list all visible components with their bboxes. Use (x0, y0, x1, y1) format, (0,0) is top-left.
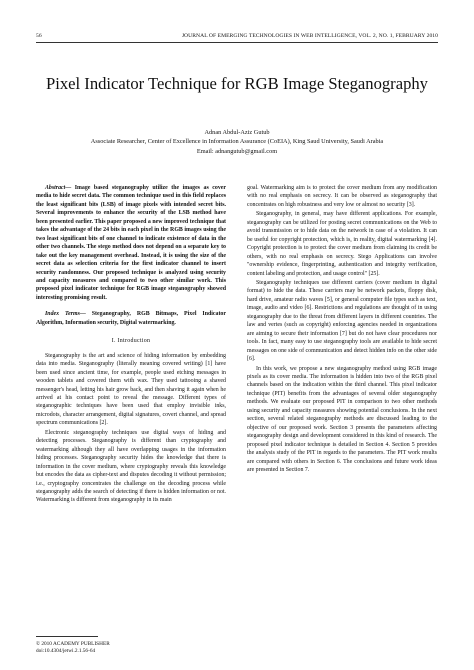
index-terms (36, 310, 226, 327)
author-affiliation: Associate Researcher, Center of Excellence in Information Assurance (CoEIA), King Saud University, Saudi Arabia (90, 138, 384, 146)
author-email: Email: adnangutub@gmail.com (196, 147, 278, 155)
header-rule (36, 42, 438, 43)
paragraph: goal. Watermarking aim is to protect the cover medium from any modification with no real emphasis on secrecy. It can be observed as steganography that concentrates on high robustness and very low or almost no security [3]. (247, 185, 437, 208)
paragraph: Steganography techniques use different carriers (cover medium in digital format) to hide the data. These carriers may be network packets, floppy disk, hard drive, amateur radio waves [5], or general computer file types such as text, image, audio and video [6]. Restrictions and regulations are thought of in using steganography due to the threat from different layers in different countries. The law and vertes (such as copyright) enforcing agencies needed in organizations are aiming to secure their information [7] but do not have clear procedures nor tools. In fact, many easy to use steganography tools are available to hide secret messages on one side of communication and detect hidden info on the other side [6]. (247, 279, 437, 363)
footer-rule (36, 636, 98, 637)
copyright-notice: © 2010 ACADEMY PUBLISHER (36, 641, 110, 647)
section-heading: I. Introduction (111, 338, 151, 345)
journal-name: JOURNAL OF EMERGING TECHNOLOGIES IN WEB INTELLIGENCE, VOL. 2, NO. 1, FEBRUARY 2010 (181, 33, 438, 39)
abstract (36, 184, 226, 302)
left-column (36, 184, 226, 506)
abstract-text: — Image based steganography utilize the images as cover media to hide secret data. The common technique used in this field replaces the least significant bits (LSB) of image pixels with intended secret bits. Several improvements to enhance the security of the LSB method have been presented earlier. This paper proposed a new improved technique that takes the advantage of the 24 bits in each pixel in the RGB images using the two least significant bits of one channel to indicate existence of data in the other two channels. The stego method does not depend on a separate key to take out the key management overhead. Instead, it is using the size of the secret data as selection criteria for the first indicator channel to insert security randomness. Our proposed technique is analyzed using security and capacity measures and compared to two other similar work. This proposed pixel indicator technique for RGB image steganography showed interesting promising result. (36, 185, 226, 301)
paragraph: Steganography is the art and science of hiding information by embedding data into media. Steganography (literally meaning covered writing) [1] have been used since ancient time, for example, people used etching messages in wooden tablets and covered them with wax. They used tattooing a shaved messenger's head, letting his hair grow back, and then shaving it again when he arrived at his contact point to reveal the message. Different types of steganographic techniques have been used that employ invisible inks, microdots, character arrangement, digital signatures, covert channel, and spread spectrum communications [2]. (36, 352, 226, 427)
index-terms-text: — Steganography, RGB Bitmaps, Pixel Indicator Algorithm, Information security, Digital watermarking. (36, 311, 226, 326)
index-terms-label: Index Terms (45, 311, 80, 318)
paragraph: Electronic steganography techniques use digital ways of hiding and detecting processes. Steganography is different than cryptography and watermarking although they all have overlapping usages in the information hiding processes. Steganography security hides the knowledge that there is information in the cover medium, where cryptography reveals this knowledge but encodes the data as cipher-text and disputes decoding it without permission; i.e., cryptography concentrates the challenge on the decoding process while steganography adds the search of detecting if there is hidden information or not. Watermarking is different from steganography in its main (36, 429, 226, 504)
author-name: Adnan Abdul-Aziz Gutub (204, 129, 270, 136)
footer (36, 641, 110, 656)
author-block (36, 128, 438, 156)
doi: doi:10.4304/jetwi.2.1.56-64 (36, 648, 96, 655)
paragraph: In this work, we propose a new steganography method using RGB image pixels as its cover media. The information is hidden into two of the RGB pixel channels based on the indication within the third channel. This pixel indicator technique (PIT) benefits from the advantages of several older steganography methods. We evaluate our proposed PIT in comparison to two other methods using security and capacity measures showing potential conclusions. In the next section, several related steganography methods are discussed leading to the objective of our proposed work. Section 3 presents the parameters affecting steganography design and development considered in this kind of research. The proposed pixel indicator technique is detailed in Section 4. Section 5 provides the analysis study of the PIT in regards to the parameters. The PIT work results are compared with others in Section 6. The conclusions and future work ideas are presented in Section 7. (247, 365, 437, 473)
paper-title: Pixel Indicator Technique for RGB Image Steganography (46, 74, 428, 93)
page-number: 56 (36, 33, 42, 39)
right-column (247, 184, 437, 475)
paragraph: Steganography, in general, may have different applications. For example, steganography can be utilized for posting secret communications on the Web to avoid transmission or to hide data on the network in case of a violation. It can be useful for copyright protection, which is, in reality, digital watermarking [4]. Copyright protection is to protect the cover medium from claiming its credit be others, with no real emphasis on secrecy. Stego Applications can involve "ownership evidence, fingerprinting, authentication and integrity verification, content labeling and protection, and usage control" [25]. (247, 211, 437, 277)
abstract-label: Abstract (45, 185, 66, 191)
